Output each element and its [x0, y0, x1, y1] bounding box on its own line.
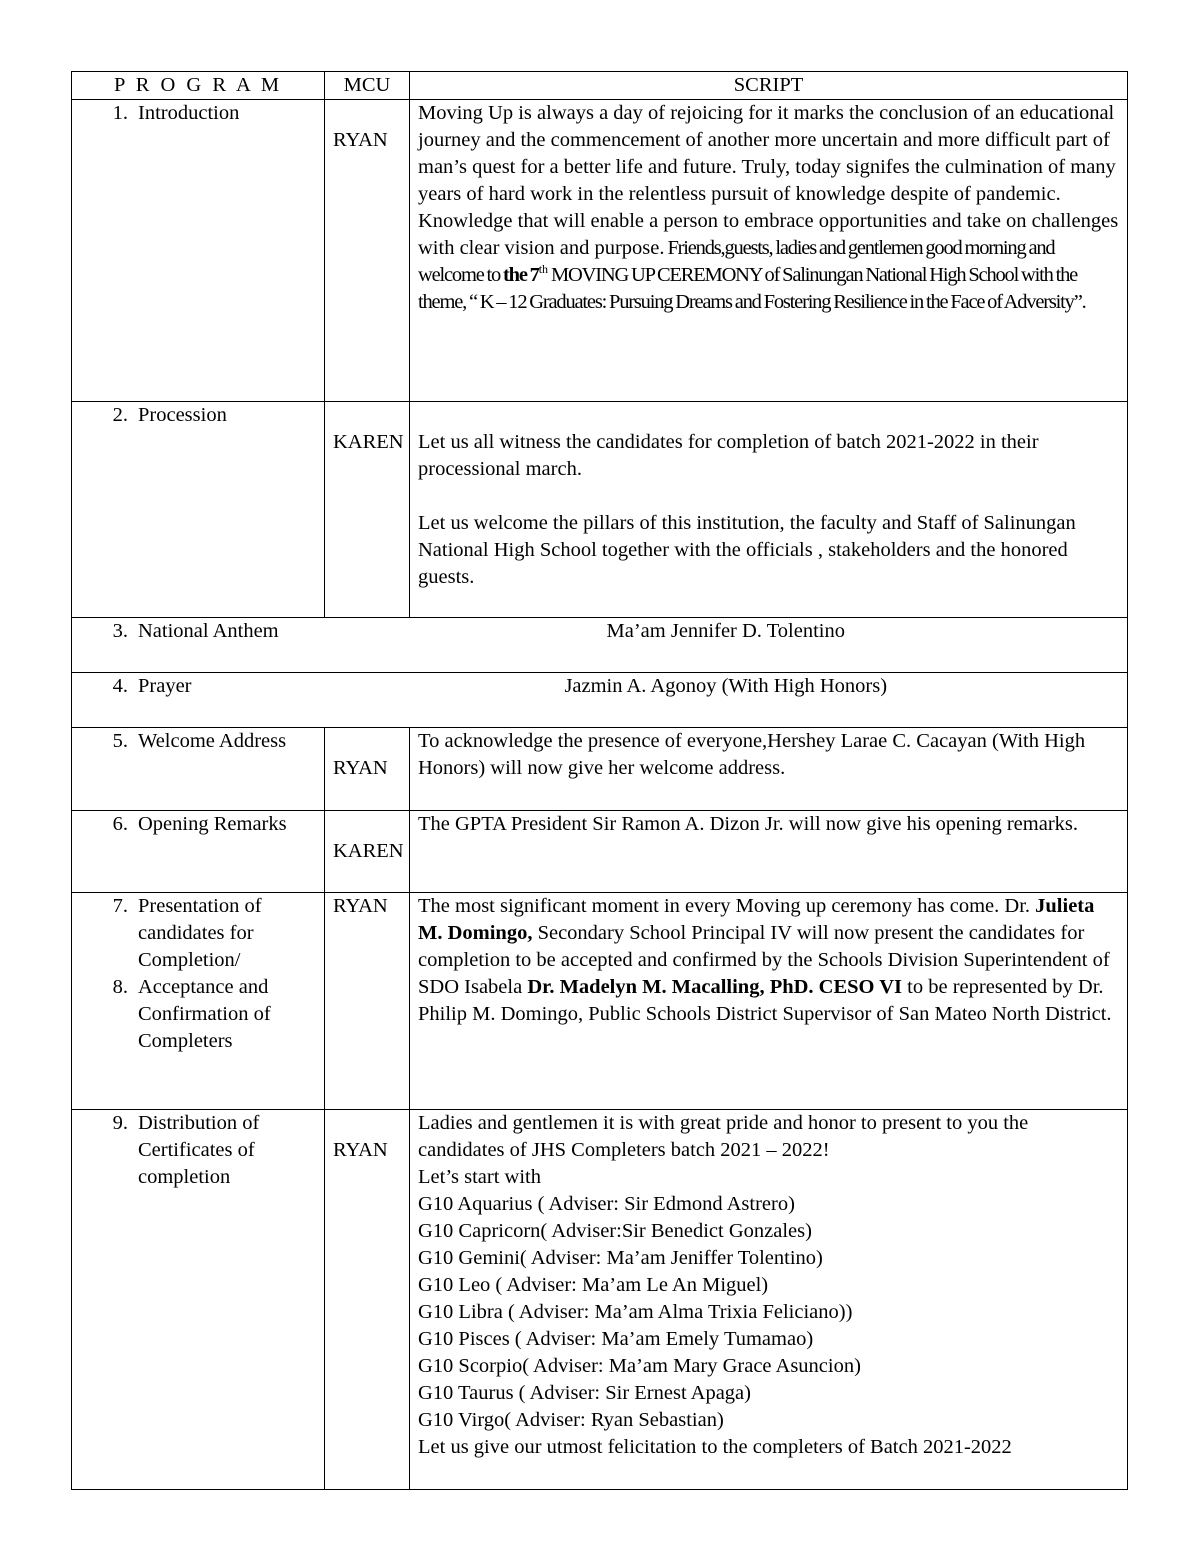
mcu-cell: RYAN [325, 1110, 410, 1490]
table-row-prayer [72, 673, 1128, 728]
script-text: MOVING UP CEREMONY of Salinungan National High School with the theme, “ K – 12 Graduates: Pursuing Dreams and Fostering Resilience in the Face of Adversity”. [418, 264, 1086, 313]
item-title: Presentation of candidates for Completion/ [138, 895, 262, 971]
section-line: G10 Aquarius ( Adviser: Sir Edmond Astrero) [418, 1193, 795, 1215]
table-row-welcome-address [72, 728, 1128, 811]
section-line: G10 Pisces ( Adviser: Ma’am Emely Tumamao) [418, 1328, 814, 1350]
script-cell: The GPTA President Sir Ramon A. Dizon Jr. will now give his opening remarks. [410, 811, 1128, 893]
program-table [71, 71, 1128, 1490]
item-title: Welcome Address [138, 730, 287, 752]
mcu-cell: RYAN [325, 728, 410, 811]
program-cell [72, 893, 325, 1110]
item-number: 3. [112, 620, 128, 642]
script-paragraph: Let us give our utmost felicitation to the completers of Batch 2021-2022 [418, 1436, 1012, 1458]
section-line: G10 Libra ( Adviser: Ma’am Alma Trixia Feliciano)) [418, 1301, 853, 1323]
program-cell [72, 402, 325, 618]
item-title: Prayer [138, 675, 192, 697]
program-cell [72, 811, 325, 893]
person-cell: Ma’am Jennifer D. Tolentino [325, 618, 1128, 673]
item-number: 7. [112, 895, 128, 917]
section-line: G10 Capricorn( Adviser:Sir Benedict Gonzales) [418, 1220, 812, 1242]
item-title: Acceptance and Confirmation of Completers [138, 976, 271, 1052]
script-paragraph: Let us welcome the pillars of this institution, the faculty and Staff of Salinungan National High School together with the officials , stakeholders and the honored guests. [418, 512, 1076, 588]
mcu-cell: RYAN [325, 893, 410, 1110]
script-text: Friends,guests, ladies and gentlemen good morning and welcome to [418, 237, 1055, 286]
item-number: 9. [112, 1112, 128, 1134]
mcu-cell: RYAN [325, 100, 410, 402]
program-document [71, 71, 1128, 1490]
table-row-distribution [72, 1110, 1128, 1490]
script-text: to be represented by Dr. Philip M. Domingo, Public Schools District Supervisor of San Mateo North District. [418, 976, 1112, 1025]
item-number: 2. [112, 404, 128, 426]
script-cell: To acknowledge the presence of everyone,Hershey Larae C. Cacayan (With High Honors) will now give her welcome address. [410, 728, 1128, 811]
header-program: P R O G R A M [72, 72, 325, 100]
item-title: Opening Remarks [138, 813, 287, 835]
program-cell [72, 673, 325, 728]
script-paragraph: Let’s start with [418, 1166, 541, 1188]
script-paragraph: Let us all witness the candidates for completion of batch 2021-2022 in their processional march. [418, 431, 1039, 480]
table-row-procession [72, 402, 1128, 618]
script-paragraph: Ladies and gentlemen it is with great pride and honor to present to you the candidates of JHS Completers batch 2021 – 2022! [418, 1112, 1029, 1161]
item-number: 5. [112, 730, 128, 752]
script-cell [410, 100, 1128, 402]
table-row-opening-remarks [72, 811, 1128, 893]
header-script: SCRIPT [410, 72, 1128, 100]
mcu-cell: KAREN [325, 811, 410, 893]
program-cell [72, 728, 325, 811]
program-cell [72, 1110, 325, 1490]
script-text: Secondary School Principal IV will now present the candidates for completion to be accepted and confirmed by the Schools Division Superintendent of SDO Isabela [418, 922, 1110, 998]
section-line: G10 Virgo( Adviser: Ryan Sebastian) [418, 1409, 724, 1431]
script-bold-text: Dr. Madelyn M. Macalling, PhD. CESO VI [527, 976, 903, 998]
program-cell [72, 618, 325, 673]
item-number: 6. [112, 813, 128, 835]
item-title: National Anthem [138, 620, 279, 642]
script-cell [410, 402, 1128, 618]
item-number: 8. [112, 976, 128, 998]
section-line: G10 Leo ( Adviser: Ma’am Le An Miguel) [418, 1274, 769, 1296]
item-number: 1. [112, 102, 128, 124]
table-row-presentation-acceptance [72, 893, 1128, 1110]
superscript: th [538, 262, 549, 277]
item-title: Procession [138, 404, 227, 426]
mcu-cell: KAREN [325, 402, 410, 618]
section-line: G10 Taurus ( Adviser: Sir Ernest Apaga) [418, 1382, 751, 1404]
script-text: The most significant moment in every Moving up ceremony has come. Dr. [418, 895, 1036, 917]
script-bold-text: the 7 [500, 264, 539, 286]
item-number: 4. [112, 675, 128, 697]
person-cell: Jazmin A. Agonoy (With High Honors) [325, 673, 1128, 728]
section-line: G10 Scorpio( Adviser: Ma’am Mary Grace Asuncion) [418, 1355, 861, 1377]
table-row-national-anthem [72, 618, 1128, 673]
section-line: G10 Gemini( Adviser: Ma’am Jeniffer Tolentino) [418, 1247, 823, 1269]
script-bold-text: Julieta M. Domingo, [418, 895, 1095, 944]
script-cell [410, 893, 1128, 1110]
script-cell [410, 1110, 1128, 1490]
program-cell [72, 100, 325, 402]
header-mcu: MCU [325, 72, 410, 100]
table-header-row [72, 72, 1128, 100]
script-text: Moving Up is always a day of rejoicing for it marks the conclusion of an educational journey and the commencement of another more uncertain and more difficult part of man’s quest for a better life and future. Truly, today signifes the culmination of many years of hard work in the relentless pursuit of knowledge despite of pandemic. Knowledge that will enable a person to embrace opportunities and take on challenges with clear vision and purpose. [418, 102, 1119, 259]
table-row-introduction [72, 100, 1128, 402]
item-title: Introduction [138, 102, 240, 124]
item-title: Distribution of Certificates of completion [138, 1112, 260, 1188]
